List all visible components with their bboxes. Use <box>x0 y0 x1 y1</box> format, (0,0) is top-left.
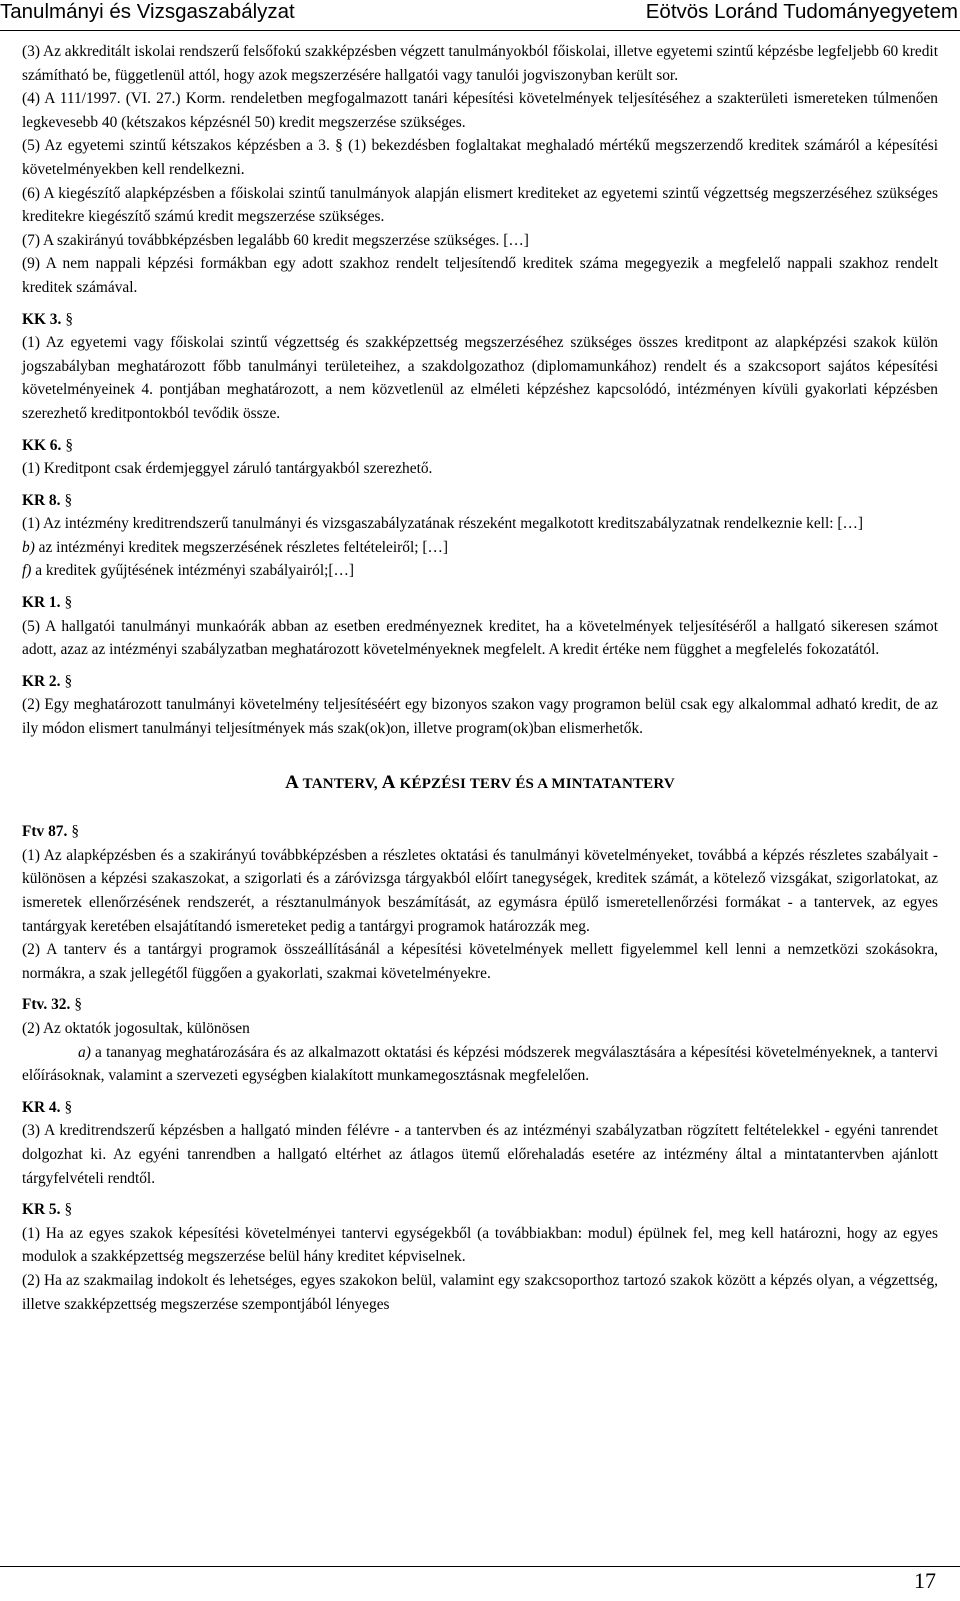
section-sign: § <box>64 594 73 612</box>
paragraph: (2) A tanterv és a tantárgyi programok összeállításánál a képesítési követelmények mellett figyelemmel kell lenni a nemzetközi szokásokra, normákra, a szak jellegétől függően a gyakorlati, szakmai követelményekre. <box>22 941 938 982</box>
section-sign: § <box>71 823 80 841</box>
section-heading-kr1: KR 1. § <box>22 594 73 612</box>
section-heading-kr8: KR 8. § <box>22 491 73 509</box>
section-heading-kr4: KR 4. § <box>22 1098 73 1116</box>
section-heading-kr2: KR 2. § <box>22 672 73 690</box>
page-header <box>0 0 960 31</box>
header-title: Tanulmányi és Vizsgaszabályzat <box>0 0 295 23</box>
section-sign: § <box>64 672 73 690</box>
paragraph: (3) Az akkreditált iskolai rendszerű felsőfokú szakképzésben végzett tanulmányokból főiskolai, illetve egyetemi szintű képzésbe legfeljebb 60 kredit számítható be, függetlenül attól, hogy azok megszerzésére hallgatói vagy tanulói jogviszonyban került sor. <box>22 43 938 84</box>
paragraph: (1) Az intézmény kreditrendszerű tanulmányi és vizsgaszabályzatának részeként megalkotott kreditszabályzatnak rendelkeznie kell: […] <box>22 515 863 533</box>
list-item: b) az intézményi kreditek megszerzésének részletes feltételeiről; […] <box>22 538 449 556</box>
page-number: 17 <box>914 1568 936 1593</box>
section-sign: § <box>74 996 83 1014</box>
paragraph: (1) Kreditpont csak érdemjeggyel záruló tantárgyakból szerezhető. <box>22 460 433 478</box>
section-sign: § <box>64 1201 73 1219</box>
section-sign: § <box>64 1098 73 1116</box>
section-heading-ftv32: Ftv. 32. § <box>22 996 83 1014</box>
paragraph: (7) A szakirányú továbbképzésben legalább 60 kredit megszerzése szükséges. […] <box>22 231 529 249</box>
paragraph: (9) A nem nappali képzési formákban egy adott szakhoz rendelt teljesítendő kreditek száma megegyezik a megfelelő nappali szakhoz rendelt kreditek számával. <box>22 255 938 296</box>
section-heading-ftv87: Ftv 87. § <box>22 823 80 841</box>
section-sign: § <box>64 491 73 509</box>
list-item: a) a tananyag meghatározására és az alkalmazott oktatási és képzési módszerek megválasztására a képesítési követelményeknek, a tantervi előírásoknak, valamint a szervezeti egységben kialakított munkamegosztásnak megfelelően. <box>22 1043 938 1085</box>
paragraph: (2) Az oktatók jogosultak, különösen <box>22 1019 250 1037</box>
section-heading-kk6: KK 6. § <box>22 436 74 454</box>
chapter-title: A TANTERV, A KÉPZÉSI TERV ÉS A MINTATANTERV <box>285 771 675 793</box>
section-heading-kr5: KR 5. § <box>22 1201 73 1219</box>
document-body <box>22 40 938 1316</box>
paragraph: (1) Az egyetemi vagy főiskolai szintű végzettség és szakképzettség megszerzéséhez szükséges összes kreditpont az alapképzési szakok külön jogszabályban meghatározott főbb tanulmányi területeihez, a szakdolgozathoz (diplomamunkához) rendelt és a szakcsoport sajátos képesítési követelményeinek 4. pontjában meghatározott, a nem közvetlenül az elméleti képzéshez kapcsolódó, intézményen kívüli gyakorlati képzésben szerezhető kreditpontokból tevődik össze. <box>22 334 938 422</box>
paragraph: (3) A kreditrendszerű képzésben a hallgató minden félévre - a tantervben és az intézményi szabályzatban rögzített feltételekkel - egyéni tanrendet dolgozhat ki. Az egyéni tanrendben a hallgató eltérhet az átlagos ütemű előrehaladás esetére az intézmény által a mintatantervben ajánlott tárgyfelvételi rendtől. <box>22 1122 938 1187</box>
paragraph: (1) Ha az egyes szakok képesítési követelményei tantervi egységekből (a továbbiakban: modul) épülnek fel, meg kell határozni, hogy az egyes modulok a szakképzettség megszerzése belül hány kreditet képviselnek. <box>22 1224 938 1266</box>
paragraph: (4) A 111/1997. (VI. 27.) Korm. rendeletben megfogalmazott tanári képesítési követelmények teljesítéséhez a szakterületi ismereteken túlmenően legkevesebb 40 (kétszakos képzésnél 50) kredit megszerzése szükséges. <box>22 90 938 131</box>
paragraph: (6) A kiegészítő alapképzésben a főiskolai szintű tanulmányok alapján elismert krediteket az egyetemi szintű végzettség megszerzéséhez szükséges kreditekre kiegészítő számú kredit megszerzése szükséges. <box>22 184 938 226</box>
paragraph: (2) Ha az szakmailag indokolt és lehetséges, egyes szakokon belül, valamint egy szakcsoporthoz tartozó szakok között a képzés olyan, a végzettség, illetve szakképzettség megszerzése szempontjából lényeges <box>22 1271 938 1313</box>
section-heading-kk3: KK 3. § <box>22 310 74 328</box>
section-sign: § <box>65 436 74 454</box>
paragraph: (2) Egy meghatározott tanulmányi követelmény teljesítéséért egy bizonyos szakon vagy programon belül csak egy alkalommal adható kredit, de az ily módon elismert tanulmányi teljesítmények más szak(ok)on, illetve program(ok)ban elismerhetők. <box>22 696 938 738</box>
header-institution: Eötvös Loránd Tudományegyetem <box>645 0 958 23</box>
paragraph: (1) Az alapképzésben és a szakirányú továbbképzésben a részletes oktatási és tanulmányi követelményeket, továbbá a képzés részletes szabályait - különösen a képzési szakaszokat, a szigorlati és a záróvizsga tárgyakból előírt tanegységek, kreditek számát, a kötelező vizsgákat, szigorlatokat, az ismeretek ellenőrzésének rendszerét, a résztanulmányok beszámítását, az egymásra épülő ismeretellenőrzési formákat - a tantervek, az egyes tantárgyak keretében elsajátítandó ismereteket pedig a tantárgyi programok határozzák meg. <box>22 846 938 935</box>
list-item: f) a kreditek gyűjtésének intézményi szabályairól;[…] <box>22 562 355 580</box>
section-sign: § <box>65 310 74 328</box>
paragraph: (5) A hallgatói tanulmányi munkaórák abban az esetben eredményeznek kreditet, ha a követelmények teljesítéséről a hallgató sikeresen számot adott, azaz az intézményi szabályzatban meghatározott követelményeknek megfelelt. A kredit értéke nem függhet a megfelelés fokozatától. <box>22 617 938 659</box>
footer-divider <box>0 1566 960 1567</box>
paragraph: (5) Az egyetemi szintű kétszakos képzésben a 3. § (1) bekezdésben foglaltakat meghaladó mértékű megszerzendő kreditek számáról a képesítési követelményekben kell rendelkezni. <box>22 137 938 178</box>
